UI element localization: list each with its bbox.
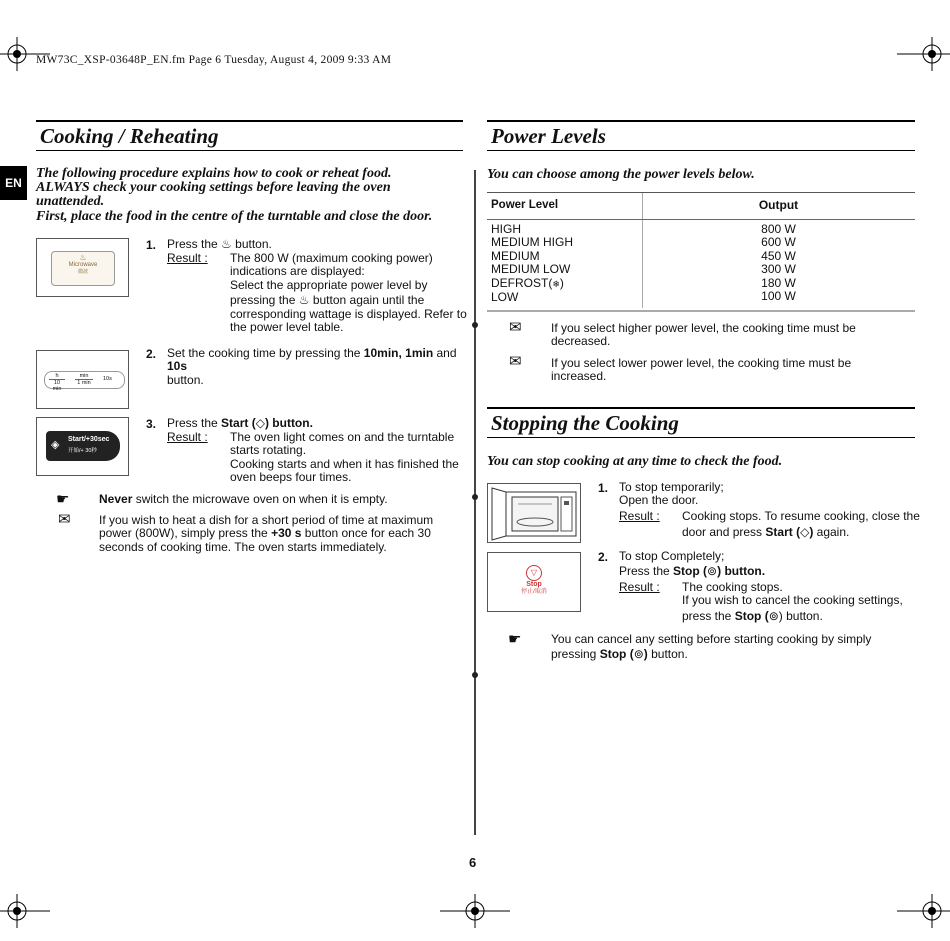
memo-icon: ✉ [509,353,522,370]
table-row: MEDIUM HIGH [491,235,573,250]
table-row: MEDIUM [491,248,540,263]
section-title-stopping: Stopping the Cooking [491,411,679,435]
power-note-lower: If you select lower power level, the cooking time must be increased. [551,356,852,384]
pot-icon: ♨ [79,253,87,262]
title-rule-bottom [487,437,915,438]
page-number: 6 [469,855,477,870]
registration-mark-icon [0,37,50,71]
stop-icon: ▽ [526,565,542,581]
margin-dot [472,494,478,500]
pointing-hand-icon: ☛ [56,491,70,508]
registration-mark-icon [440,894,510,928]
stop-step1-result: Cooking stops. To resume cooking, close the door and press Start (◇) again. [682,509,920,540]
start-diamond-icon: ◈ [51,439,60,451]
stop-icon: ⊚ [768,608,779,623]
microwave-icon: ♨ [298,293,310,308]
table-header-output: Output [758,198,799,212]
column-divider [474,170,476,835]
step3-result: The oven light comes on and the turntable starts rotating. Cooking starts and when it has finished the oven beeps four times. [230,430,459,485]
power-table [487,192,915,312]
defrost-icon: ❄ [552,278,560,289]
table-row: DEFROST(❄) [491,275,564,290]
pointing-hand-icon: ☛ [508,631,522,648]
power-note-higher: If you select higher power level, the cooking time must be decreased. [551,321,856,349]
start-icon: ◇ [800,525,810,540]
memo-icon: ✉ [58,511,71,528]
table-row: HIGH [491,222,521,236]
stop-step1: To stop temporarily; Open the door. [619,480,724,508]
registration-mark-icon [897,37,950,71]
memo-icon: ✉ [509,319,522,336]
power-intro: You can choose among the power levels below. [487,167,755,182]
title-rule-top [36,120,463,122]
margin-dot [472,322,478,328]
margin-dot [472,672,478,678]
table-header-level: Power Level [491,199,559,211]
microwave-button-image: ♨ Microwave 微波 [36,238,129,297]
time-buttons-image: h 10 min min 1 min 10s [36,350,129,409]
file-header: MW73C_XSP-03648P_EN.fm Page 6 Tuesday, August 4, 2009 9:33 AM [36,54,392,66]
stop-step2-result: The cooking stops. If you wish to cancel the cooking settings, press the Stop (⊚) button. [682,580,903,623]
registration-mark-icon [0,894,50,928]
step1-result: The 800 W (maximum cooking power) indications are displayed: Select the appropriate power level by pressing the ♨ button again until the corresponding wattage is displayed. Refer to the power level table. [230,251,467,335]
language-tab: EN [0,166,27,200]
stop-button-image: ▽ Stop 停止/取消 [487,552,581,612]
microwave-icon: ♨ [221,237,232,251]
table-row: LOW [491,290,519,305]
table-col-outputs: 800 W 600 W 450 W 300 W 180 W 100 W [761,222,796,304]
title-rule-bottom [487,150,915,151]
start-icon: ◇ [255,416,265,430]
oven-icon [488,484,580,542]
note-30s: If you wish to heat a dish for a short period of time at maximum power (800W), simply press the +30 s button once for each 30 seconds of cooking time. The oven starts immediately. [99,513,434,554]
note-never: Never switch the microwave oven on when it is empty. [99,492,388,506]
title-rule-top [487,407,915,409]
section-title-power: Power Levels [491,124,606,148]
section-title-cooking: Cooking / Reheating [40,124,219,148]
registration-mark-icon [897,894,950,928]
start-button-image: ◈ Start/+30sec 开始/+ 30秒 [36,417,129,476]
step1-text: Press the ♨ button. [167,237,272,251]
open-oven-image [487,483,581,543]
table-col-levels [491,223,573,304]
stop-step2: To stop Completely; Press the Stop (⊚) button. [619,549,766,579]
cooking-intro: The following procedure explains how to cook or reheat food. ALWAYS check your cooking settings before leaving the oven unattended. First, place the food in the centre of the turntable and close the door. [36,166,433,224]
title-rule-top [487,120,915,122]
stop-intro: You can stop cooking at any time to check the food. [487,454,783,469]
title-rule-bottom [36,150,463,151]
stop-note: You can cancel any setting before starting cooking by simply pressing Stop (⊚) button. [551,632,872,662]
step2-text: Set the cooking time by pressing the 10min, 1min and 10s button. [167,346,457,387]
stop-icon: ⊚ [633,647,644,662]
table-row: MEDIUM LOW [491,262,571,277]
stop-icon: ⊚ [707,564,718,579]
step3-text: Press the Start (◇) button. [167,416,313,430]
